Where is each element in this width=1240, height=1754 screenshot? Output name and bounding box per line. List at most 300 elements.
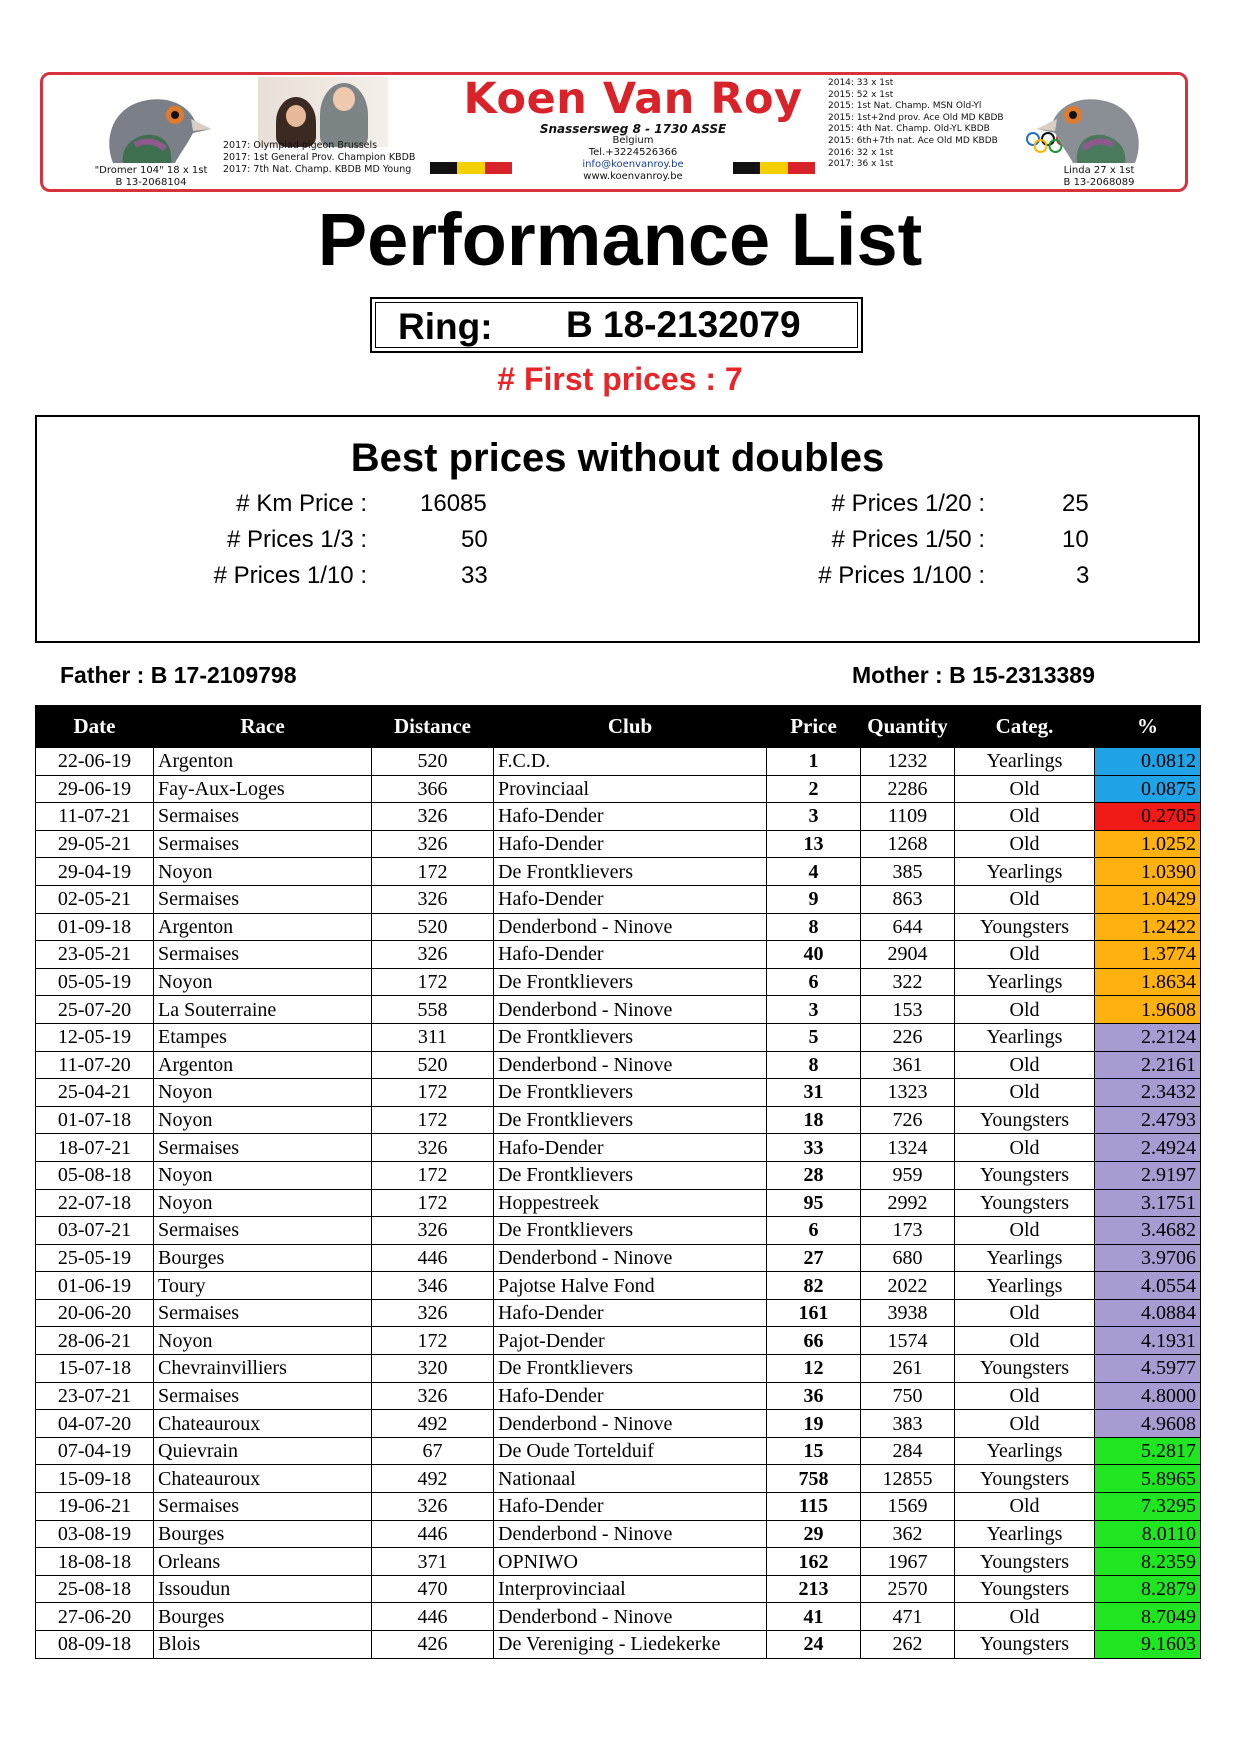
cell-price: 3	[767, 803, 861, 831]
cell-categ: Old	[955, 1603, 1095, 1631]
cell-race: Sermaises	[154, 1134, 372, 1162]
cell-categ: Old	[955, 1079, 1095, 1107]
cell-price: 31	[767, 1079, 861, 1107]
cell-date: 22-07-18	[36, 1189, 154, 1217]
cell-date: 18-07-21	[36, 1134, 154, 1162]
achievement-line: 2016: 32 x 1st	[828, 147, 894, 158]
table-row	[36, 1327, 1201, 1355]
cell-date: 01-07-18	[36, 1106, 154, 1134]
cell-categ: Old	[955, 1217, 1095, 1245]
cell-club: Denderbond - Ninove	[494, 1603, 767, 1631]
cell-distance: 172	[372, 968, 494, 996]
table-row	[36, 1382, 1201, 1410]
cell-distance: 446	[372, 1244, 494, 1272]
cell-categ: Yearlings	[955, 858, 1095, 886]
cell-quantity: 153	[861, 996, 955, 1024]
cell-quantity: 261	[861, 1355, 955, 1383]
achievement-line: 2017: 1st General Prov. Champion KBDB	[223, 152, 416, 163]
table-row	[36, 1410, 1201, 1438]
cell-quantity: 2992	[861, 1189, 955, 1217]
cell-race: Quievrain	[154, 1437, 372, 1465]
cell-date: 11-07-21	[36, 803, 154, 831]
table-row	[36, 1272, 1201, 1300]
cell-price: 40	[767, 941, 861, 969]
cell-distance: 326	[372, 885, 494, 913]
cell-race: Sermaises	[154, 830, 372, 858]
cell-price: 5	[767, 1023, 861, 1051]
cell-categ: Old	[955, 775, 1095, 803]
achievement-line: 2017: 7th Nat. Champ. KBDB MD Young	[223, 164, 412, 175]
achievements-left	[223, 140, 443, 176]
cell-price: 28	[767, 1161, 861, 1189]
col-header-percent: %	[1095, 706, 1201, 748]
cell-club: Hafo-Dender	[494, 941, 767, 969]
stat-value: 10	[1062, 526, 1089, 553]
table-row	[36, 1106, 1201, 1134]
cell-percent: 5.8965	[1095, 1465, 1201, 1493]
cell-club: Hoppestreek	[494, 1189, 767, 1217]
cell-date: 15-07-18	[36, 1355, 154, 1383]
cell-date: 12-05-19	[36, 1023, 154, 1051]
cell-race: Fay-Aux-Loges	[154, 775, 372, 803]
cell-date: 04-07-20	[36, 1410, 154, 1438]
cell-quantity: 284	[861, 1437, 955, 1465]
right-pigeon-caption	[1029, 165, 1169, 189]
cell-date: 23-07-21	[36, 1382, 154, 1410]
cell-race: Argenton	[154, 748, 372, 776]
cell-categ: Old	[955, 1327, 1095, 1355]
cell-race: Sermaises	[154, 1493, 372, 1521]
cell-date: 08-09-18	[36, 1631, 154, 1659]
achievement-line: 2017: 36 x 1st	[828, 159, 894, 170]
cell-categ: Old	[955, 830, 1095, 858]
cell-categ: Old	[955, 1410, 1095, 1438]
cell-date: 27-06-20	[36, 1603, 154, 1631]
cell-percent: 3.9706	[1095, 1244, 1201, 1272]
cell-race: Chateauroux	[154, 1465, 372, 1493]
cell-club: De Frontklievers	[494, 858, 767, 886]
cell-quantity: 2570	[861, 1575, 955, 1603]
father-ring: Father : B 17-2109798	[60, 662, 297, 688]
cell-categ: Old	[955, 996, 1095, 1024]
cell-distance: 172	[372, 1106, 494, 1134]
cell-categ: Youngsters	[955, 1631, 1095, 1659]
ring-box	[370, 297, 863, 353]
cell-quantity: 385	[861, 858, 955, 886]
cell-percent: 4.0884	[1095, 1299, 1201, 1327]
cell-date: 05-08-18	[36, 1161, 154, 1189]
cell-date: 02-05-21	[36, 885, 154, 913]
achievement-line: 2015: 1st+2nd prov. Ace Old MD KBDB	[828, 112, 1004, 123]
cell-race: Sermaises	[154, 885, 372, 913]
cell-distance: 311	[372, 1023, 494, 1051]
cell-club: De Frontklievers	[494, 1079, 767, 1107]
cell-race: Sermaises	[154, 1217, 372, 1245]
cell-quantity: 644	[861, 913, 955, 941]
table-row	[36, 1631, 1201, 1659]
col-header-date: Date	[36, 706, 154, 748]
cell-date: 03-07-21	[36, 1217, 154, 1245]
achievement-line: 2015: 4th Nat. Champ. Old-YL KBDB	[828, 124, 990, 135]
cell-categ: Old	[955, 803, 1095, 831]
col-header-categ: Categ.	[955, 706, 1095, 748]
col-header-quantity: Quantity	[861, 706, 955, 748]
table-row	[36, 1217, 1201, 1245]
table-row	[36, 858, 1201, 886]
cell-date: 29-05-21	[36, 830, 154, 858]
table-row	[36, 1575, 1201, 1603]
cell-race: Noyon	[154, 858, 372, 886]
cell-percent: 8.2879	[1095, 1575, 1201, 1603]
cell-club: De Oude Tortelduif	[494, 1437, 767, 1465]
cell-race: La Souterraine	[154, 996, 372, 1024]
right-pigeon-ring: B 13-2068089	[1063, 177, 1135, 188]
cell-race: Chevrainvilliers	[154, 1355, 372, 1383]
cell-date: 25-08-18	[36, 1575, 154, 1603]
cell-percent: 1.0252	[1095, 830, 1201, 858]
cell-categ: Old	[955, 941, 1095, 969]
stat-value: 25	[1062, 490, 1089, 517]
cell-price: 27	[767, 1244, 861, 1272]
table-row	[36, 803, 1201, 831]
cell-price: 24	[767, 1631, 861, 1659]
cell-price: 82	[767, 1272, 861, 1300]
cell-quantity: 1268	[861, 830, 955, 858]
stat-value: 3	[1076, 562, 1090, 589]
cell-club: De Frontklievers	[494, 1217, 767, 1245]
cell-percent: 1.0429	[1095, 885, 1201, 913]
cell-percent: 4.8000	[1095, 1382, 1201, 1410]
stat-label: # Prices 1/10 :	[213, 562, 367, 589]
table-row	[36, 913, 1201, 941]
cell-race: Argenton	[154, 1051, 372, 1079]
cell-categ: Youngsters	[955, 1161, 1095, 1189]
cell-percent: 8.0110	[1095, 1520, 1201, 1548]
cell-distance: 172	[372, 1327, 494, 1355]
table-row	[36, 1493, 1201, 1521]
cell-quantity: 2286	[861, 775, 955, 803]
cell-distance: 371	[372, 1548, 494, 1576]
cell-quantity: 226	[861, 1023, 955, 1051]
cell-price: 2	[767, 775, 861, 803]
cell-club: Hafo-Dender	[494, 830, 767, 858]
achievements-right	[828, 78, 1028, 171]
cell-distance: 492	[372, 1410, 494, 1438]
pigeon-head-icon	[1035, 83, 1165, 163]
cell-quantity: 2022	[861, 1272, 955, 1300]
cell-categ: Old	[955, 1051, 1095, 1079]
table-row	[36, 1023, 1201, 1051]
cell-percent: 1.3774	[1095, 941, 1201, 969]
cell-club: Denderbond - Ninove	[494, 1244, 767, 1272]
cell-percent: 7.3295	[1095, 1493, 1201, 1521]
cell-race: Noyon	[154, 1327, 372, 1355]
table-row	[36, 996, 1201, 1024]
cell-distance: 366	[372, 775, 494, 803]
cell-percent: 5.2817	[1095, 1437, 1201, 1465]
cell-price: 19	[767, 1410, 861, 1438]
cell-price: 95	[767, 1189, 861, 1217]
cell-quantity: 1324	[861, 1134, 955, 1162]
cell-distance: 346	[372, 1272, 494, 1300]
cell-percent: 2.2124	[1095, 1023, 1201, 1051]
cell-race: Sermaises	[154, 1382, 372, 1410]
cell-percent: 1.8634	[1095, 968, 1201, 996]
cell-quantity: 322	[861, 968, 955, 996]
cell-distance: 326	[372, 1299, 494, 1327]
cell-date: 11-07-20	[36, 1051, 154, 1079]
cell-club: OPNIWO	[494, 1548, 767, 1576]
table-row	[36, 1161, 1201, 1189]
cell-date: 03-08-19	[36, 1520, 154, 1548]
best-prices-panel	[35, 415, 1200, 643]
header-banner	[40, 72, 1188, 192]
cell-distance: 320	[372, 1355, 494, 1383]
brand-address: Snassersweg 8 - 1730 ASSE	[539, 122, 727, 136]
belgian-flag-icon	[733, 162, 815, 174]
cell-percent: 2.4924	[1095, 1134, 1201, 1162]
cell-categ: Yearlings	[955, 1520, 1095, 1548]
cell-price: 8	[767, 1051, 861, 1079]
cell-club: F.C.D.	[494, 748, 767, 776]
cell-race: Toury	[154, 1272, 372, 1300]
cell-quantity: 1323	[861, 1079, 955, 1107]
cell-distance: 520	[372, 1051, 494, 1079]
cell-date: 29-06-19	[36, 775, 154, 803]
cell-price: 8	[767, 913, 861, 941]
cell-quantity: 3938	[861, 1299, 955, 1327]
cell-price: 15	[767, 1437, 861, 1465]
cell-date: 29-04-19	[36, 858, 154, 886]
table-row	[36, 1189, 1201, 1217]
cell-percent: 2.4793	[1095, 1106, 1201, 1134]
col-header-club: Club	[494, 706, 767, 748]
cell-race: Blois	[154, 1631, 372, 1659]
cell-price: 12	[767, 1355, 861, 1383]
cell-percent: 4.9608	[1095, 1410, 1201, 1438]
cell-categ: Youngsters	[955, 1189, 1095, 1217]
table-row	[36, 1355, 1201, 1383]
cell-date: 15-09-18	[36, 1465, 154, 1493]
cell-club: De Frontklievers	[494, 1355, 767, 1383]
cell-race: Noyon	[154, 1079, 372, 1107]
stat-label: # Km Price :	[236, 490, 367, 517]
cell-distance: 520	[372, 913, 494, 941]
pigeon-head-icon	[83, 83, 213, 163]
cell-date: 05-05-19	[36, 968, 154, 996]
cell-club: Pajotse Halve Fond	[494, 1272, 767, 1300]
cell-quantity: 726	[861, 1106, 955, 1134]
cell-distance: 520	[372, 748, 494, 776]
cell-price: 3	[767, 996, 861, 1024]
cell-club: Interprovinciaal	[494, 1575, 767, 1603]
cell-quantity: 863	[861, 885, 955, 913]
left-pigeon-name: "Dromer 104" 18 x 1st	[94, 165, 208, 176]
cell-race: Orleans	[154, 1548, 372, 1576]
table-row	[36, 830, 1201, 858]
cell-race: Bourges	[154, 1603, 372, 1631]
ring-label: Ring:	[398, 306, 493, 347]
cell-categ: Old	[955, 1299, 1095, 1327]
table-row	[36, 1244, 1201, 1272]
cell-price: 9	[767, 885, 861, 913]
cell-percent: 2.3432	[1095, 1079, 1201, 1107]
cell-quantity: 2904	[861, 941, 955, 969]
cell-distance: 326	[372, 1382, 494, 1410]
cell-race: Bourges	[154, 1244, 372, 1272]
cell-race: Chateauroux	[154, 1410, 372, 1438]
cell-club: De Vereniging - Liedekerke	[494, 1631, 767, 1659]
cell-date: 01-09-18	[36, 913, 154, 941]
cell-distance: 172	[372, 858, 494, 886]
cell-percent: 1.2422	[1095, 913, 1201, 941]
cell-club: Nationaal	[494, 1465, 767, 1493]
cell-distance: 326	[372, 803, 494, 831]
cell-price: 29	[767, 1520, 861, 1548]
cell-club: De Frontklievers	[494, 1161, 767, 1189]
cell-date: 18-08-18	[36, 1548, 154, 1576]
cell-race: Sermaises	[154, 1299, 372, 1327]
cell-price: 6	[767, 968, 861, 996]
cell-club: Denderbond - Ninove	[494, 1410, 767, 1438]
cell-quantity: 12855	[861, 1465, 955, 1493]
cell-distance: 426	[372, 1631, 494, 1659]
cell-quantity: 680	[861, 1244, 955, 1272]
cell-club: Pajot-Dender	[494, 1327, 767, 1355]
cell-quantity: 750	[861, 1382, 955, 1410]
cell-race: Noyon	[154, 1106, 372, 1134]
brand-email[interactable]: info@koenvanroy.be	[582, 159, 684, 170]
cell-club: Hafo-Dender	[494, 1493, 767, 1521]
cell-price: 33	[767, 1134, 861, 1162]
cell-date: 25-04-21	[36, 1079, 154, 1107]
table-row	[36, 1465, 1201, 1493]
cell-race: Noyon	[154, 1161, 372, 1189]
table-row	[36, 885, 1201, 913]
cell-race: Noyon	[154, 968, 372, 996]
cell-percent: 3.1751	[1095, 1189, 1201, 1217]
cell-price: 6	[767, 1217, 861, 1245]
achievement-line: 2015: 6th+7th nat. Ace Old MD KBDB	[828, 135, 998, 146]
owner-photo	[258, 77, 388, 147]
cell-quantity: 262	[861, 1631, 955, 1659]
cell-club: Hafo-Dender	[494, 1134, 767, 1162]
cell-price: 18	[767, 1106, 861, 1134]
table-row	[36, 1051, 1201, 1079]
cell-distance: 446	[372, 1603, 494, 1631]
cell-quantity: 361	[861, 1051, 955, 1079]
table-row	[36, 1437, 1201, 1465]
cell-quantity: 383	[861, 1410, 955, 1438]
cell-categ: Old	[955, 1493, 1095, 1521]
cell-race: Sermaises	[154, 803, 372, 831]
col-header-price: Price	[767, 706, 861, 748]
cell-date: 22-06-19	[36, 748, 154, 776]
cell-price: 36	[767, 1382, 861, 1410]
cell-percent: 4.5977	[1095, 1355, 1201, 1383]
achievement-line: 2015: 52 x 1st	[828, 89, 894, 100]
cell-club: Hafo-Dender	[494, 803, 767, 831]
mother-ring: Mother : B 15-2313389	[852, 662, 1095, 688]
cell-date: 01-06-19	[36, 1272, 154, 1300]
cell-price: 115	[767, 1493, 861, 1521]
cell-categ: Old	[955, 1134, 1095, 1162]
stat-label: # Prices 1/100 :	[818, 562, 985, 589]
cell-categ: Yearlings	[955, 1244, 1095, 1272]
cell-distance: 446	[372, 1520, 494, 1548]
cell-categ: Old	[955, 1382, 1095, 1410]
table-row	[36, 775, 1201, 803]
cell-price: 66	[767, 1327, 861, 1355]
cell-distance: 326	[372, 1134, 494, 1162]
best-prices-title: Best prices without doubles	[350, 436, 885, 480]
cell-percent: 1.0390	[1095, 858, 1201, 886]
cell-percent: 3.4682	[1095, 1217, 1201, 1245]
cell-race: Bourges	[154, 1520, 372, 1548]
cell-distance: 172	[372, 1079, 494, 1107]
cell-categ: Old	[955, 885, 1095, 913]
table-row	[36, 1299, 1201, 1327]
col-header-distance: Distance	[372, 706, 494, 748]
ring-value: B 18-2132079	[566, 304, 801, 345]
cell-club: Denderbond - Ninove	[494, 996, 767, 1024]
cell-percent: 0.0875	[1095, 775, 1201, 803]
cell-club: Hafo-Dender	[494, 885, 767, 913]
cell-percent: 8.7049	[1095, 1603, 1201, 1631]
cell-price: 162	[767, 1548, 861, 1576]
cell-categ: Yearlings	[955, 1023, 1095, 1051]
cell-race: Argenton	[154, 913, 372, 941]
table-row	[36, 1548, 1201, 1576]
cell-price: 758	[767, 1465, 861, 1493]
cell-distance: 326	[372, 1493, 494, 1521]
cell-distance: 326	[372, 830, 494, 858]
cell-quantity: 1109	[861, 803, 955, 831]
cell-race: Issoudun	[154, 1575, 372, 1603]
cell-club: Denderbond - Ninove	[494, 913, 767, 941]
table-row	[36, 941, 1201, 969]
cell-percent: 4.1931	[1095, 1327, 1201, 1355]
cell-club: Denderbond - Ninove	[494, 1051, 767, 1079]
cell-club: De Frontklievers	[494, 1023, 767, 1051]
cell-percent: 1.9608	[1095, 996, 1201, 1024]
cell-date: 20-06-20	[36, 1299, 154, 1327]
cell-quantity: 1232	[861, 748, 955, 776]
brand-website[interactable]: www.koenvanroy.be	[583, 171, 683, 182]
cell-club: De Frontklievers	[494, 968, 767, 996]
stat-value: 16085	[420, 490, 487, 517]
cell-club: Hafo-Dender	[494, 1299, 767, 1327]
cell-distance: 492	[372, 1465, 494, 1493]
table-row	[36, 748, 1201, 776]
cell-date: 25-05-19	[36, 1244, 154, 1272]
cell-percent: 2.9197	[1095, 1161, 1201, 1189]
cell-percent: 9.1603	[1095, 1631, 1201, 1659]
cell-quantity: 1574	[861, 1327, 955, 1355]
cell-distance: 558	[372, 996, 494, 1024]
right-pigeon-name: Linda 27 x 1st	[1063, 165, 1135, 176]
brand-name: Koen Van Roy	[463, 74, 803, 124]
cell-categ: Youngsters	[955, 1465, 1095, 1493]
cell-race: Etampes	[154, 1023, 372, 1051]
page-title: Performance List	[317, 198, 923, 281]
table-row	[36, 1134, 1201, 1162]
cell-categ: Yearlings	[955, 1272, 1095, 1300]
stat-value: 50	[461, 526, 488, 553]
cell-date: 25-07-20	[36, 996, 154, 1024]
cell-price: 4	[767, 858, 861, 886]
brand-phone: Tel.+3224526366	[588, 147, 678, 158]
